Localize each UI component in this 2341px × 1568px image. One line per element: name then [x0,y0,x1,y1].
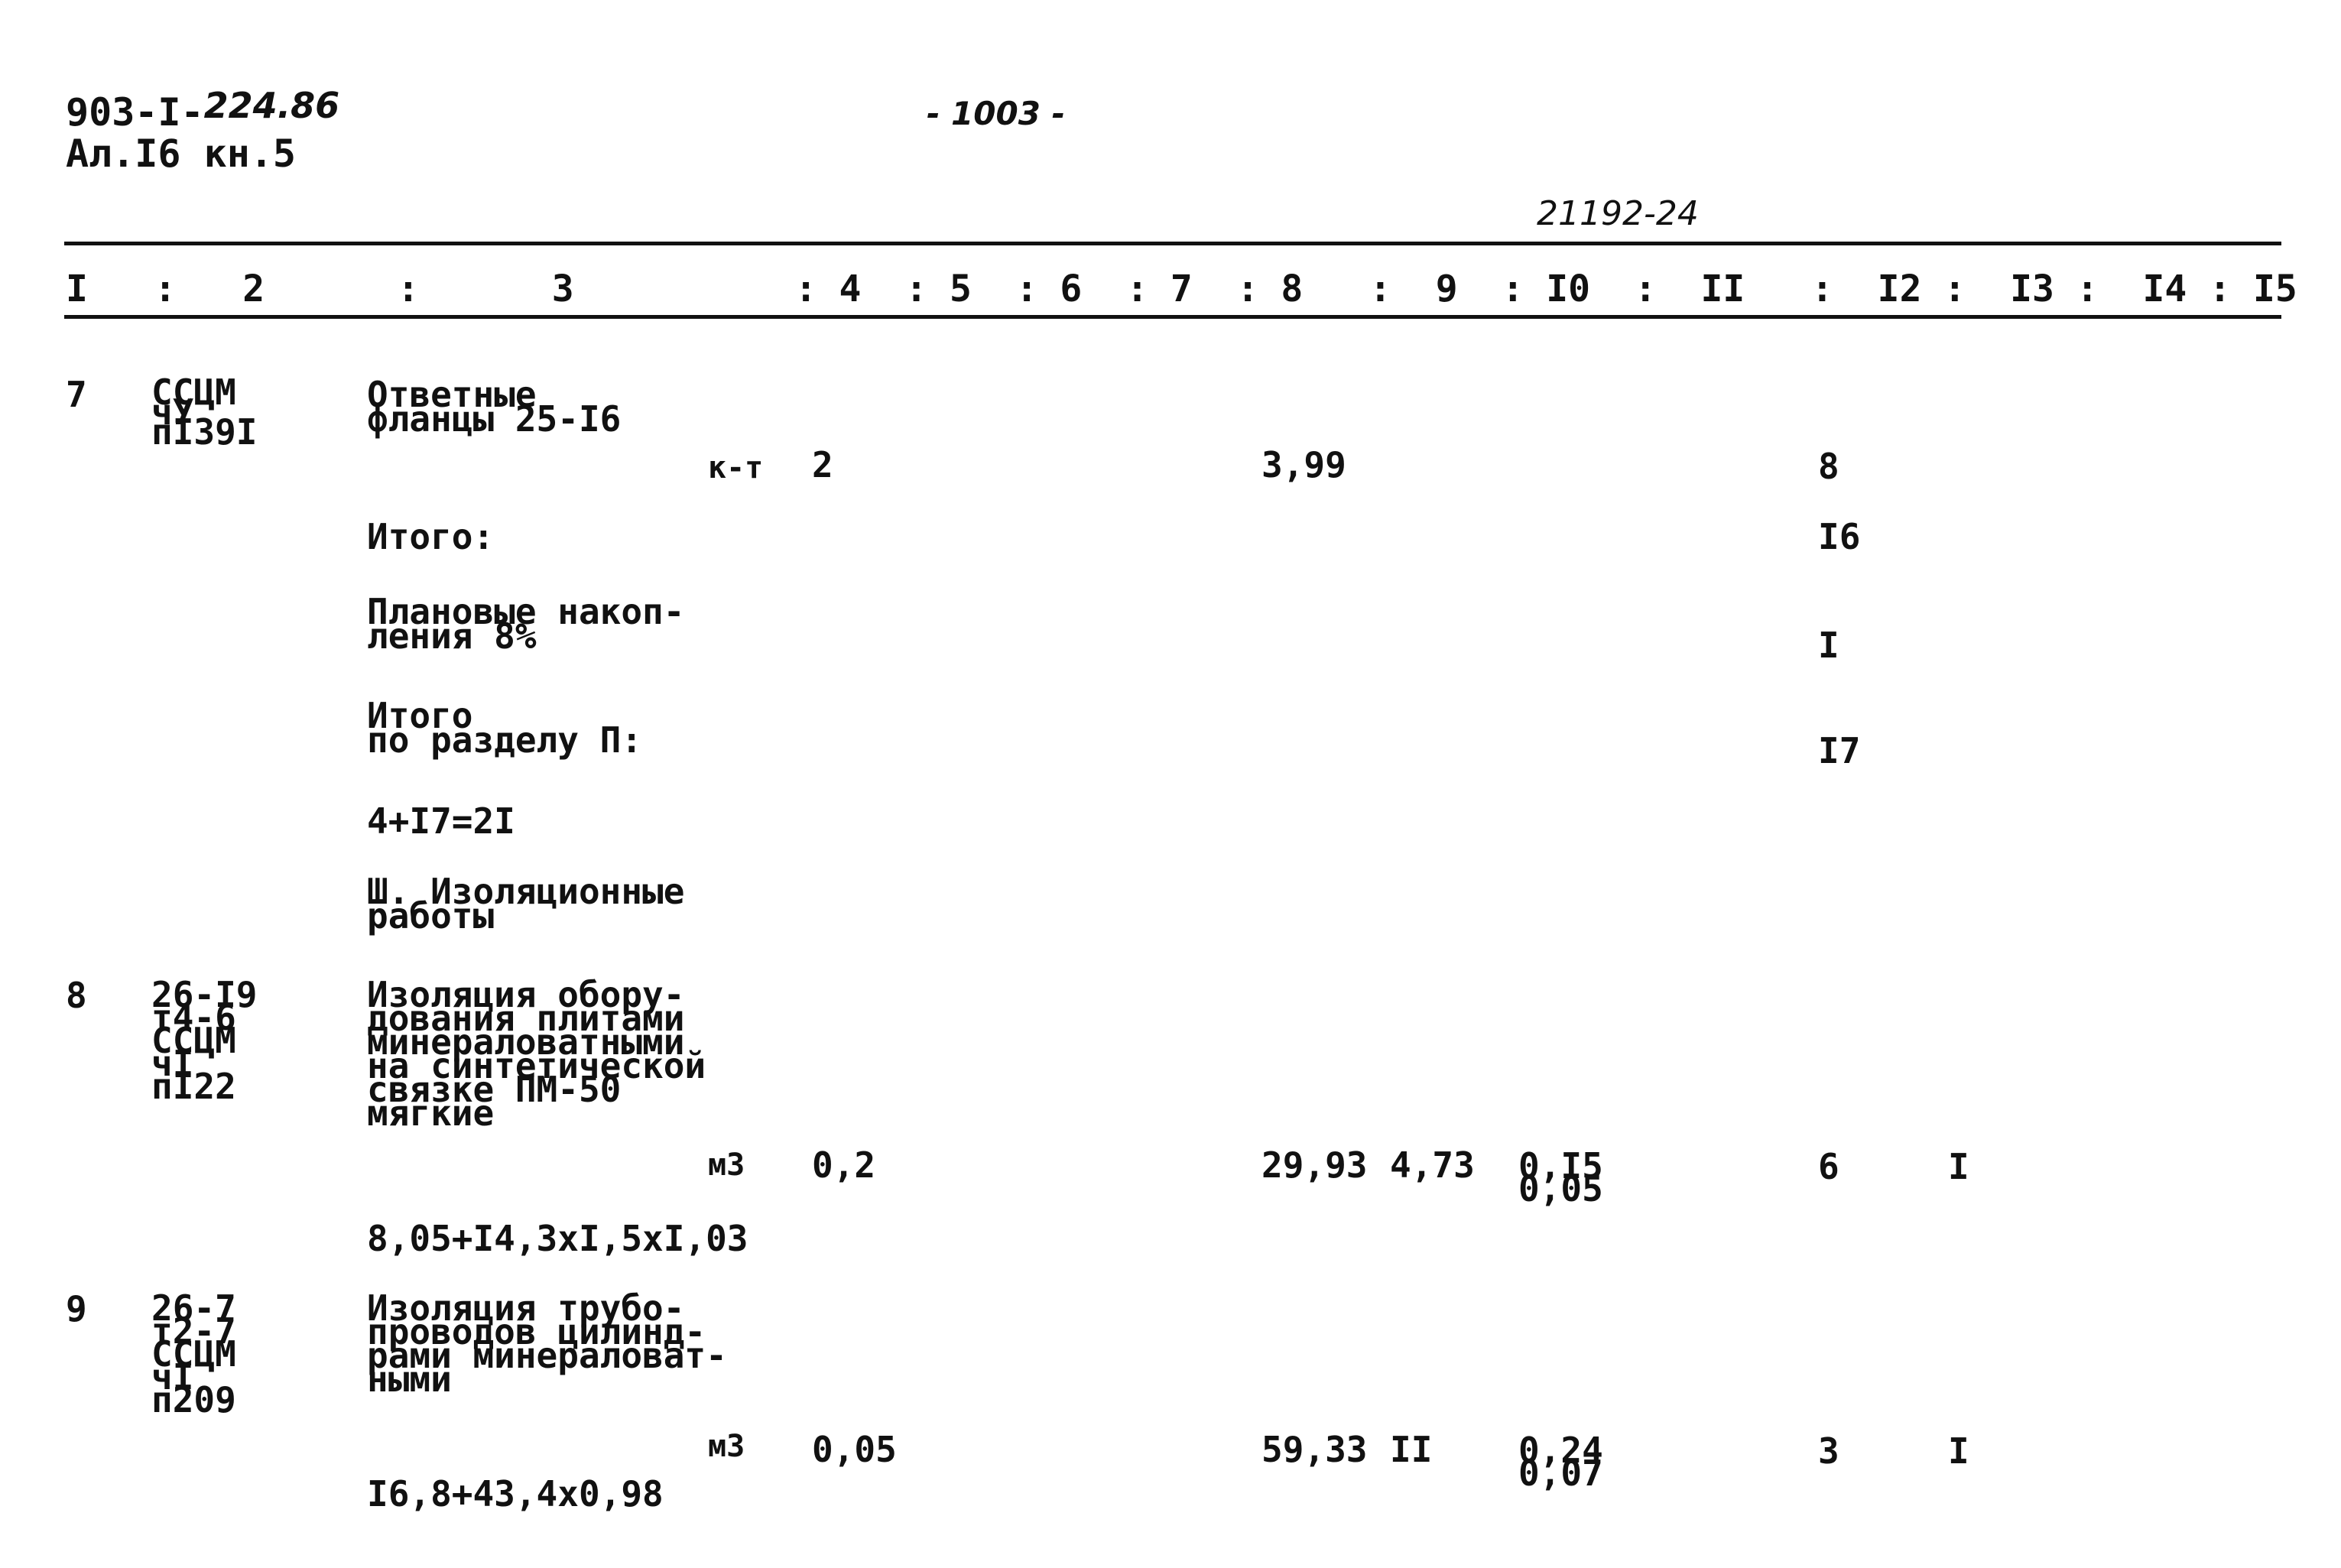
work-description: Итого по разделу П: [367,695,643,761]
total-cost: 8 [1818,446,1839,487]
quantity: 2 [812,444,833,485]
doc-code-handwritten: 224.86 [203,85,340,126]
archive-number: 21192-24 [1537,194,1699,233]
norm-code: 26-I9 т4-6 ССЦМ чI пI22 [151,974,258,1107]
unit-price: 3,99 [1261,444,1346,485]
work-description: Ответные фланцы 25-I6 [367,374,622,440]
unit-price: 29,93 [1261,1144,1368,1186]
work-description: I6,8+43,4x0,98 [367,1473,664,1514]
row-number: 8 [66,975,87,1016]
total-cost: 3 [1818,1430,1839,1472]
work-description: Плановые накоп- ления 8% [367,591,685,657]
total-cost: I7 [1818,730,1861,771]
work-description: 4+I7=2I [367,800,515,842]
work-description: Изоляция трубо- проводов цилинд- рами минераловат- ными [367,1287,727,1400]
unit-price: 59,33 [1261,1429,1368,1470]
doc-code-prefix: 903-I- [66,90,204,135]
wage-component: II [1390,1429,1433,1470]
norm-code: 26-7 т2-7 ССЦМ чI п209 [151,1287,236,1420]
unit: м3 [708,1148,745,1183]
row-number: 9 [66,1288,87,1329]
wage-component: 4,73 [1390,1144,1475,1186]
norm-code: ССЦМ чУ пI39I [151,372,258,453]
row-number: 7 [66,374,87,415]
section-title: Ш. Изоляционные работы [367,871,685,937]
wage-total: I [1948,1430,1969,1472]
column-header: I : 2 : 3 : 4 : 5 : 6 : 7 : 8 : 9 : I0 : II : I2 : I3 : I4 : I5 [66,268,2297,310]
work-description: Изоляция обору- дования плитами минераловатными на синтетической связке ПМ-50 мягкие [367,974,706,1134]
top-rule [64,242,2281,245]
machine-component: 0,I5 0,05 [1518,1145,1603,1209]
total-cost: I [1818,625,1839,666]
work-description: Итого: [367,516,495,557]
unit: к-т [708,450,764,485]
sheet-reference: Ал.I6 кн.5 [66,131,297,176]
total-cost: I6 [1818,516,1861,557]
wage-total: I [1948,1146,1969,1187]
page-number: - 1003 - [927,95,1066,132]
unit: м3 [708,1429,745,1464]
machine-component: 0,24 0,07 [1518,1430,1603,1494]
doc-code [66,85,340,135]
total-cost: 6 [1818,1146,1839,1187]
quantity: 0,05 [812,1429,897,1470]
work-description: 8,05+I4,3xI,5xI,03 [367,1218,748,1259]
header-rule [64,315,2281,319]
quantity: 0,2 [812,1144,876,1186]
